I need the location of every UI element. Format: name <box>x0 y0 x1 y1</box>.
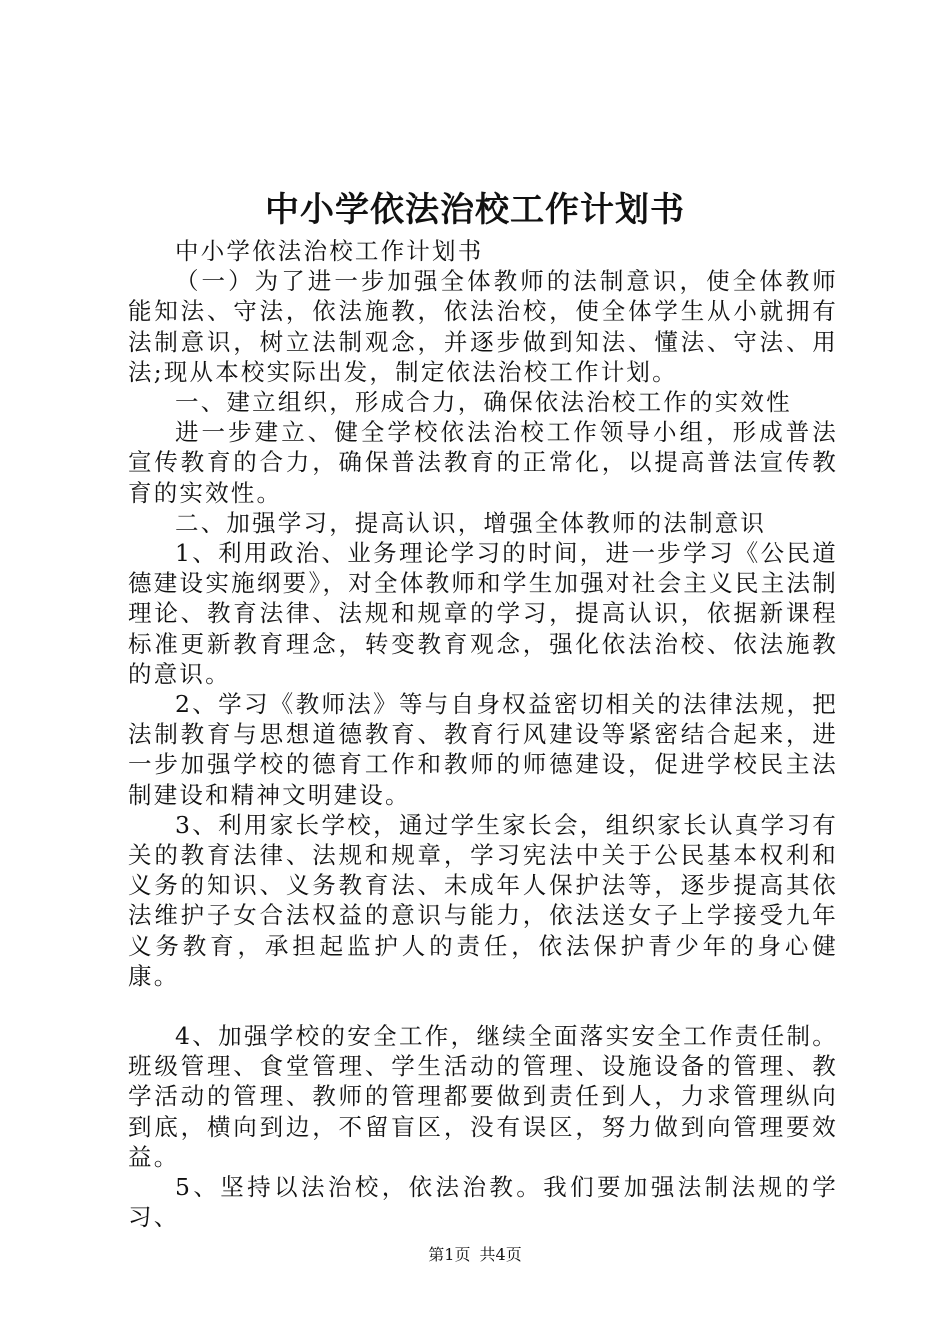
document-body <box>128 236 838 1233</box>
paragraph-item-4: 4、加强学校的安全工作，继续全面落实安全工作责任制。班级管理、食堂管理、学生活动的管理、设施设备的管理、教学活动的管理、教师的管理都要做到责任到人，力求管理纵向到底，横向到边，不留盲区，没有误区，努力做到向管理要效益。 <box>128 1022 838 1171</box>
paragraph-item-1: 1、利用政治、业务理论学习的时间，进一步学习《公民道德建设实施纲要》，对全体教师和学生加强对社会主义民主法制理论、教育法律、法规和规章的学习，提高认识，依据新课程标准更新教育理念，转变教育观念，强化依法治校、依法施教的意识。 <box>128 539 838 688</box>
page-number: 第1页 <box>428 1245 471 1264</box>
paragraph-item-3: 3、利用家长学校，通过学生家长会，组织家长认真学习有关的教育法律、法规和规章，学习宪法中关于公民基本权利和义务的知识、义务教育法、未成年人保护法等，逐步提高其依法维护子女合法权益的意识与能力，依法送女子上学接受九年义务教育，承担起监护人的责任，依法保护青少年的身心健康。 <box>128 810 838 990</box>
paragraph-item-2: 2、学习《教师法》等与自身权益密切相关的法律法规，把法制教育与思想道德教育、教育行风建设等紧密结合起来，进一步加强学校的德育工作和教师的师德建设，促进学校民主法制建设和精神文明建设。 <box>128 690 838 809</box>
paragraph-intro: （一）为了进一步加强全体教师的法制意识，使全体教师能知法、守法，依法施教，依法治校，使全体学生从小就拥有法制意识，树立法制观念，并逐步做到知法、懂法、守法、用法;现从本校实际出发，制定依法治校工作计划。 <box>128 267 838 386</box>
page-total: 共4页 <box>479 1245 522 1264</box>
paragraph-subtitle: 中小学依法治校工作计划书 <box>175 237 484 265</box>
section-heading-1: 一、建立组织，形成合力，确保依法治校工作的实效性 <box>175 388 792 417</box>
document-title: 中小学依法治校工作计划书 <box>265 190 685 230</box>
section-heading-2: 二、加强学习，提高认识，增强全体教师的法制意识 <box>175 508 767 537</box>
paragraph-section-1: 进一步建立、健全学校依法治校工作领导小组，形成普法宣传教育的合力，确保普法教育的正常化，以提高普法宣传教育的实效性。 <box>128 418 838 507</box>
page-footer <box>0 1244 950 1266</box>
paragraph-item-5: 5、坚持以法治校，依法治教。我们要加强法制法规的学习、 <box>128 1173 838 1232</box>
